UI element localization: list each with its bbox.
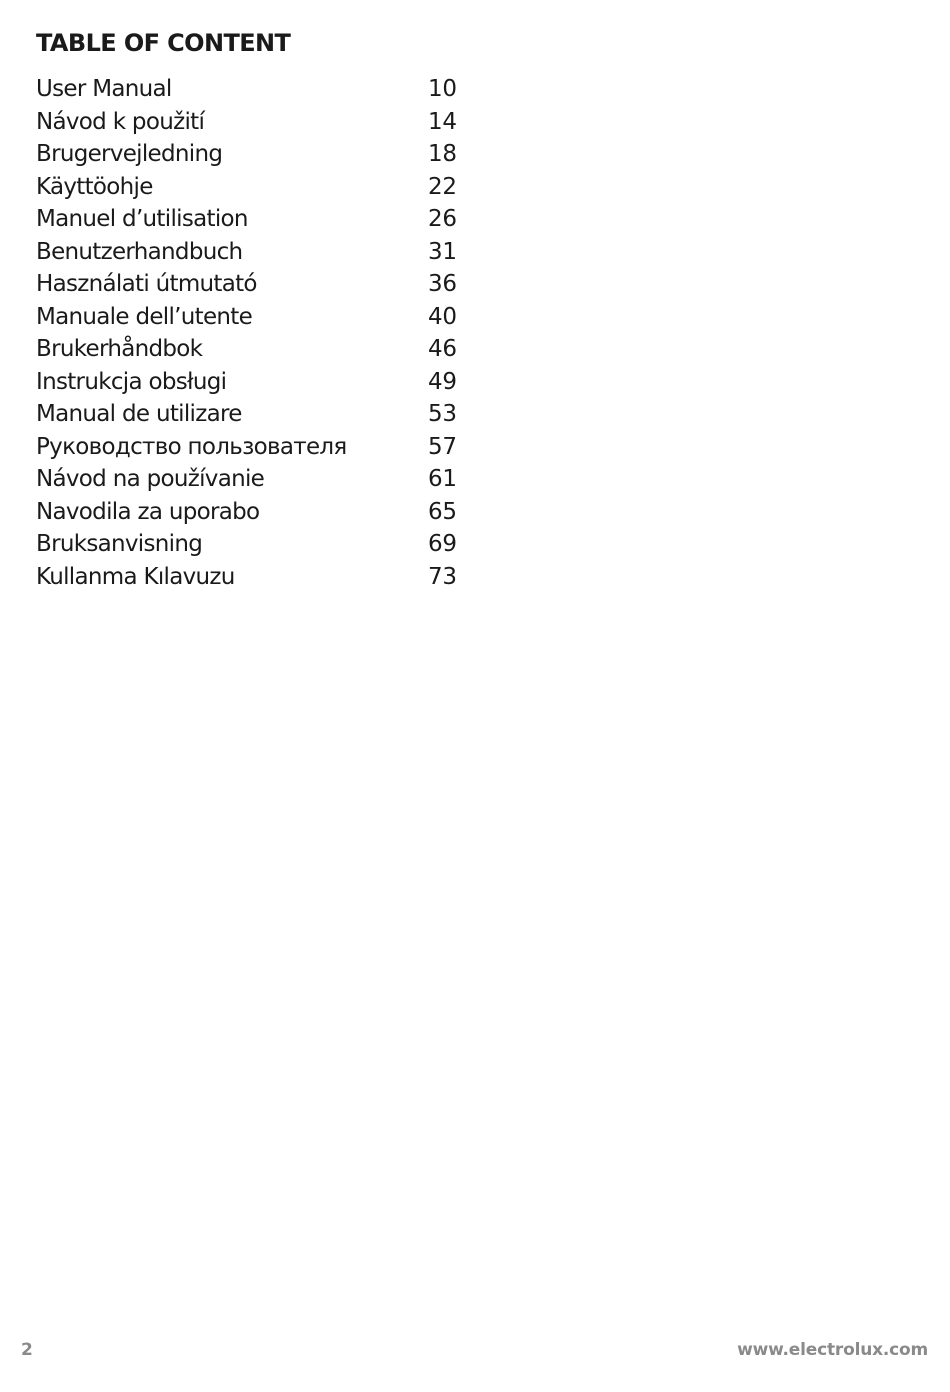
toc-entry-navod-na-pouzivanie[interactable] bbox=[36, 463, 476, 496]
toc-entry-manual-de-utilizare[interactable] bbox=[36, 398, 476, 431]
toc-entry-label: Navodila za uporabo bbox=[36, 498, 260, 525]
toc-entry-manuale-dellutente[interactable] bbox=[36, 301, 476, 334]
toc-entry-kullanma-kilavuzu[interactable] bbox=[36, 561, 476, 594]
toc-entry-page: 31 bbox=[428, 238, 457, 265]
toc-entry-page: 65 bbox=[428, 498, 457, 525]
toc-entry-label: Brukerhåndbok bbox=[36, 336, 203, 363]
toc-entry-page: 73 bbox=[428, 563, 457, 590]
toc-entry-brugervejledning[interactable] bbox=[36, 138, 476, 171]
toc-entry-label: Instrukcja obsługi bbox=[36, 368, 227, 395]
toc-entry-label: Руководство пользователя bbox=[36, 433, 347, 460]
toc-entry-page: 49 bbox=[428, 368, 457, 395]
toc-entry-page: 57 bbox=[428, 433, 457, 460]
toc-list bbox=[36, 73, 476, 593]
footer-url[interactable]: www.electrolux.com bbox=[737, 1340, 928, 1360]
toc-entry-navodila-za-uporabo[interactable] bbox=[36, 496, 476, 529]
toc-entry-kayttoohje[interactable] bbox=[36, 171, 476, 204]
toc-entry-page: 61 bbox=[428, 466, 457, 493]
toc-entry-page: 40 bbox=[428, 303, 457, 330]
toc-entry-label: Kullanma Kılavuzu bbox=[36, 563, 235, 590]
toc-entry-bruksanvisning[interactable] bbox=[36, 528, 476, 561]
toc-entry-label: Manuale dell’utente bbox=[36, 303, 253, 330]
toc-entry-page: 18 bbox=[428, 141, 457, 168]
toc-entry-label: Manual de utilizare bbox=[36, 401, 242, 428]
toc-entry-page: 26 bbox=[428, 206, 457, 233]
toc-entry-manuel-dutilisation[interactable] bbox=[36, 203, 476, 236]
toc-entry-page: 53 bbox=[428, 401, 457, 428]
toc-entry-instrukcja-obslugi[interactable] bbox=[36, 366, 476, 399]
toc-entry-page: 14 bbox=[428, 108, 457, 135]
toc-entry-label: Bruksanvisning bbox=[36, 531, 203, 558]
toc-entry-page: 36 bbox=[428, 271, 457, 298]
toc-entry-label: Návod na používanie bbox=[36, 466, 265, 493]
toc-entry-label: Návod k použití bbox=[36, 108, 205, 135]
toc-entry-label: Benutzerhandbuch bbox=[36, 238, 243, 265]
toc-entry-label: User Manual bbox=[36, 76, 172, 103]
toc-entry-brukerhandbok[interactable] bbox=[36, 333, 476, 366]
toc-entry-rukovodstvo-polzovatelya[interactable] bbox=[36, 431, 476, 464]
toc-entry-label: Käyttöohje bbox=[36, 173, 153, 200]
toc-entry-page: 22 bbox=[428, 173, 457, 200]
toc-entry-page: 10 bbox=[428, 76, 457, 103]
toc-entry-navod-k-pouziti[interactable] bbox=[36, 106, 476, 139]
toc-entry-user-manual[interactable] bbox=[36, 73, 476, 106]
toc-entry-label: Használati útmutató bbox=[36, 271, 257, 298]
toc-entry-benutzerhandbuch[interactable] bbox=[36, 236, 476, 269]
toc-entry-label: Manuel d’utilisation bbox=[36, 206, 248, 233]
toc-entry-page: 46 bbox=[428, 336, 457, 363]
toc-heading: TABLE OF CONTENT bbox=[36, 29, 291, 57]
toc-entry-page: 69 bbox=[428, 531, 457, 558]
page-number: 2 bbox=[21, 1340, 33, 1360]
toc-entry-hasznalati-utmutato[interactable] bbox=[36, 268, 476, 301]
toc-entry-label: Brugervejledning bbox=[36, 141, 223, 168]
